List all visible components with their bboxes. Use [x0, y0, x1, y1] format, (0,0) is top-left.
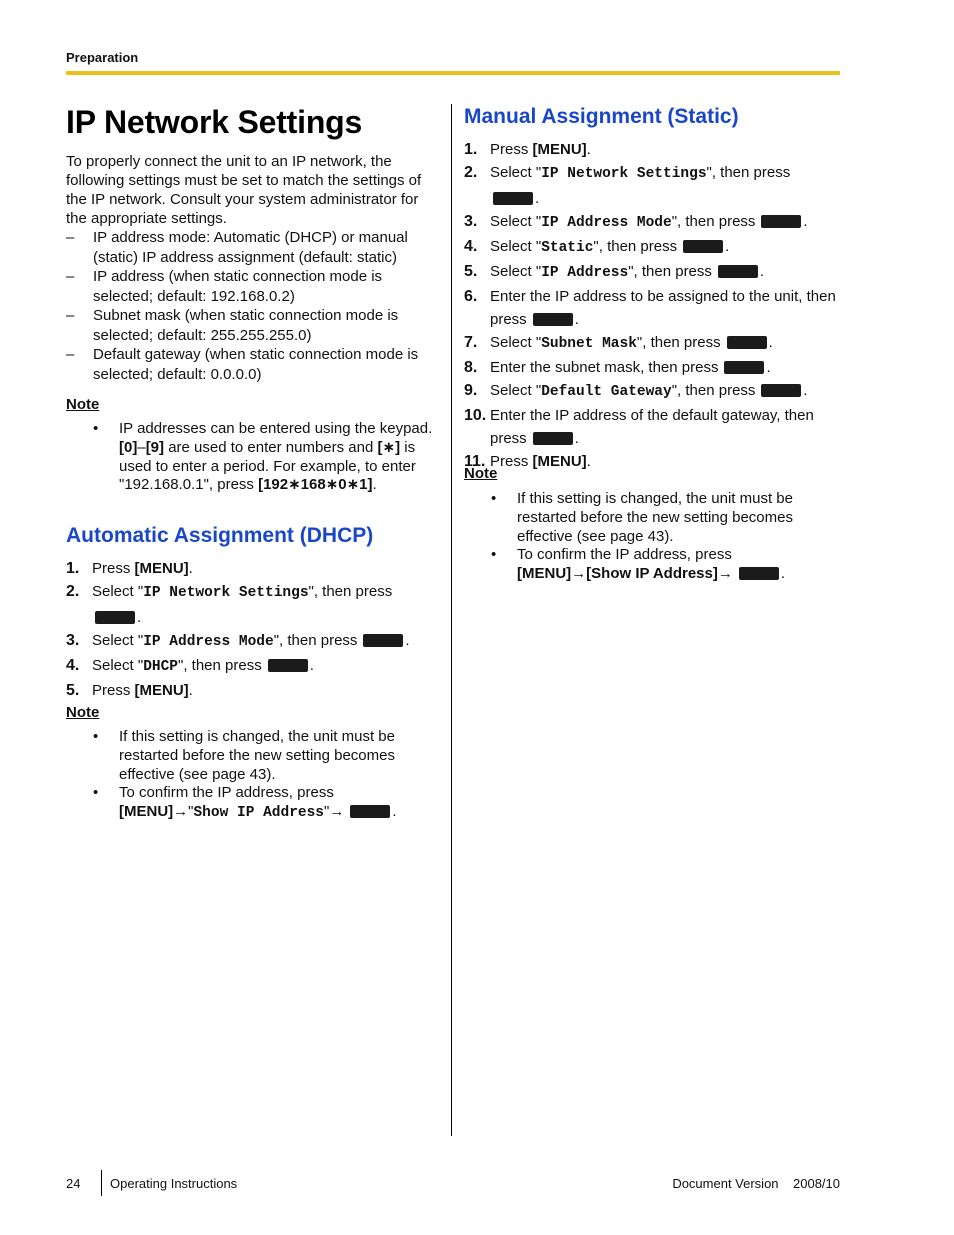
- ok-key-icon: [493, 192, 533, 205]
- ok-key-icon: [739, 567, 779, 580]
- step-item: 7. Select "Subnet Mask", then press .: [464, 334, 773, 352]
- note-heading: Note: [464, 465, 498, 482]
- ok-key-icon: [761, 384, 801, 397]
- list-item: – Subnet mask (when static connection mode is selected; default: 255.255.255.0): [66, 307, 399, 344]
- step-item: 5. Select "IP Address", then press .: [464, 263, 765, 281]
- settings-list: [66, 228, 444, 384]
- list-item: • If this setting is changed, the unit must be restarted before the new setting becomes effective (see page 43).: [93, 728, 395, 783]
- step-item: 4. Select "DHCP", then press .: [66, 657, 314, 675]
- static-note-list: [464, 490, 824, 584]
- step-item: 2. Select "IP Network Settings", then press .: [464, 164, 791, 207]
- step-item: 11. Press [MENU].: [464, 453, 591, 470]
- note-heading: Note: [66, 704, 100, 721]
- dhcp-steps: [66, 557, 444, 702]
- ok-key-icon: [761, 215, 801, 228]
- static-steps: [464, 138, 844, 473]
- step-item: 3. Select "IP Address Mode", then press .: [66, 632, 410, 650]
- ok-key-icon: [718, 265, 758, 278]
- list-item: – Default gateway (when static connection mode is selected; default: 0.0.0.0): [66, 346, 419, 383]
- list-item: • To confirm the IP address, press [MENU]→"Show IP Address"→ .: [93, 784, 397, 822]
- step-item: 8. Enter the subnet mask, then press .: [464, 359, 771, 376]
- note-heading: Note: [66, 396, 100, 413]
- list-item: – IP address mode: Automatic (DHCP) or manual (static) IP address assignment (default: static): [66, 229, 408, 266]
- page-title: IP Network Settings: [66, 104, 363, 140]
- intro-paragraph: To properly connect the unit to an IP network, the following settings must be set to match the settings of the IP network. Consult your system administrator for the appropriate settings.: [66, 153, 422, 227]
- ok-key-icon: [683, 240, 723, 253]
- list-item: • IP addresses can be entered using the keypad. [0]–[9] are used to enter numbers and [∗] is used to enter a period. For example, to enter "192.168.0.1", press [192∗168∗0∗1].: [93, 420, 433, 494]
- note-list: [66, 420, 444, 495]
- list-item: – IP address (when static connection mode is selected; default: 192.168.0.2): [66, 268, 383, 305]
- ok-key-icon: [727, 336, 767, 349]
- footer-doc-title: Operating Instructions: [110, 1176, 238, 1191]
- step-item: 5. Press [MENU].: [66, 682, 193, 699]
- step-item: 9. Select "Default Gateway", then press .: [464, 382, 808, 400]
- footer-divider: [101, 1170, 102, 1196]
- header-rule: [66, 71, 840, 75]
- list-item: • To confirm the IP address, press [MENU]→[Show IP Address]→ .: [491, 546, 786, 583]
- ok-key-icon: [724, 361, 764, 374]
- dhcp-note-list: [66, 728, 426, 823]
- column-divider: [451, 104, 452, 1136]
- step-item: 10. Enter the IP address of the default gateway, then press .: [464, 407, 814, 447]
- ok-key-icon: [533, 313, 573, 326]
- ok-key-icon: [350, 805, 390, 818]
- ok-key-icon: [363, 634, 403, 647]
- step-item: 3. Select "IP Address Mode", then press .: [464, 213, 808, 231]
- section-title-static: Manual Assignment (Static): [464, 105, 739, 128]
- running-header: Preparation: [66, 50, 139, 65]
- ok-key-icon: [533, 432, 573, 445]
- ok-key-icon: [268, 659, 308, 672]
- page-number: 24: [66, 1176, 81, 1191]
- list-item: • If this setting is changed, the unit must be restarted before the new setting becomes effective (see page 43).: [491, 490, 793, 545]
- step-item: 4. Select "Static", then press .: [464, 238, 730, 256]
- step-item: 1. Press [MENU].: [464, 141, 591, 158]
- footer-version: Document Version 2008/10: [672, 1176, 840, 1191]
- section-title-dhcp: Automatic Assignment (DHCP): [66, 524, 374, 547]
- ok-key-icon: [95, 611, 135, 624]
- step-item: 6. Enter the IP address to be assigned to the unit, then press .: [464, 288, 836, 328]
- step-item: 1. Press [MENU].: [66, 560, 193, 577]
- step-item: 2. Select "IP Network Settings", then press .: [66, 583, 393, 626]
